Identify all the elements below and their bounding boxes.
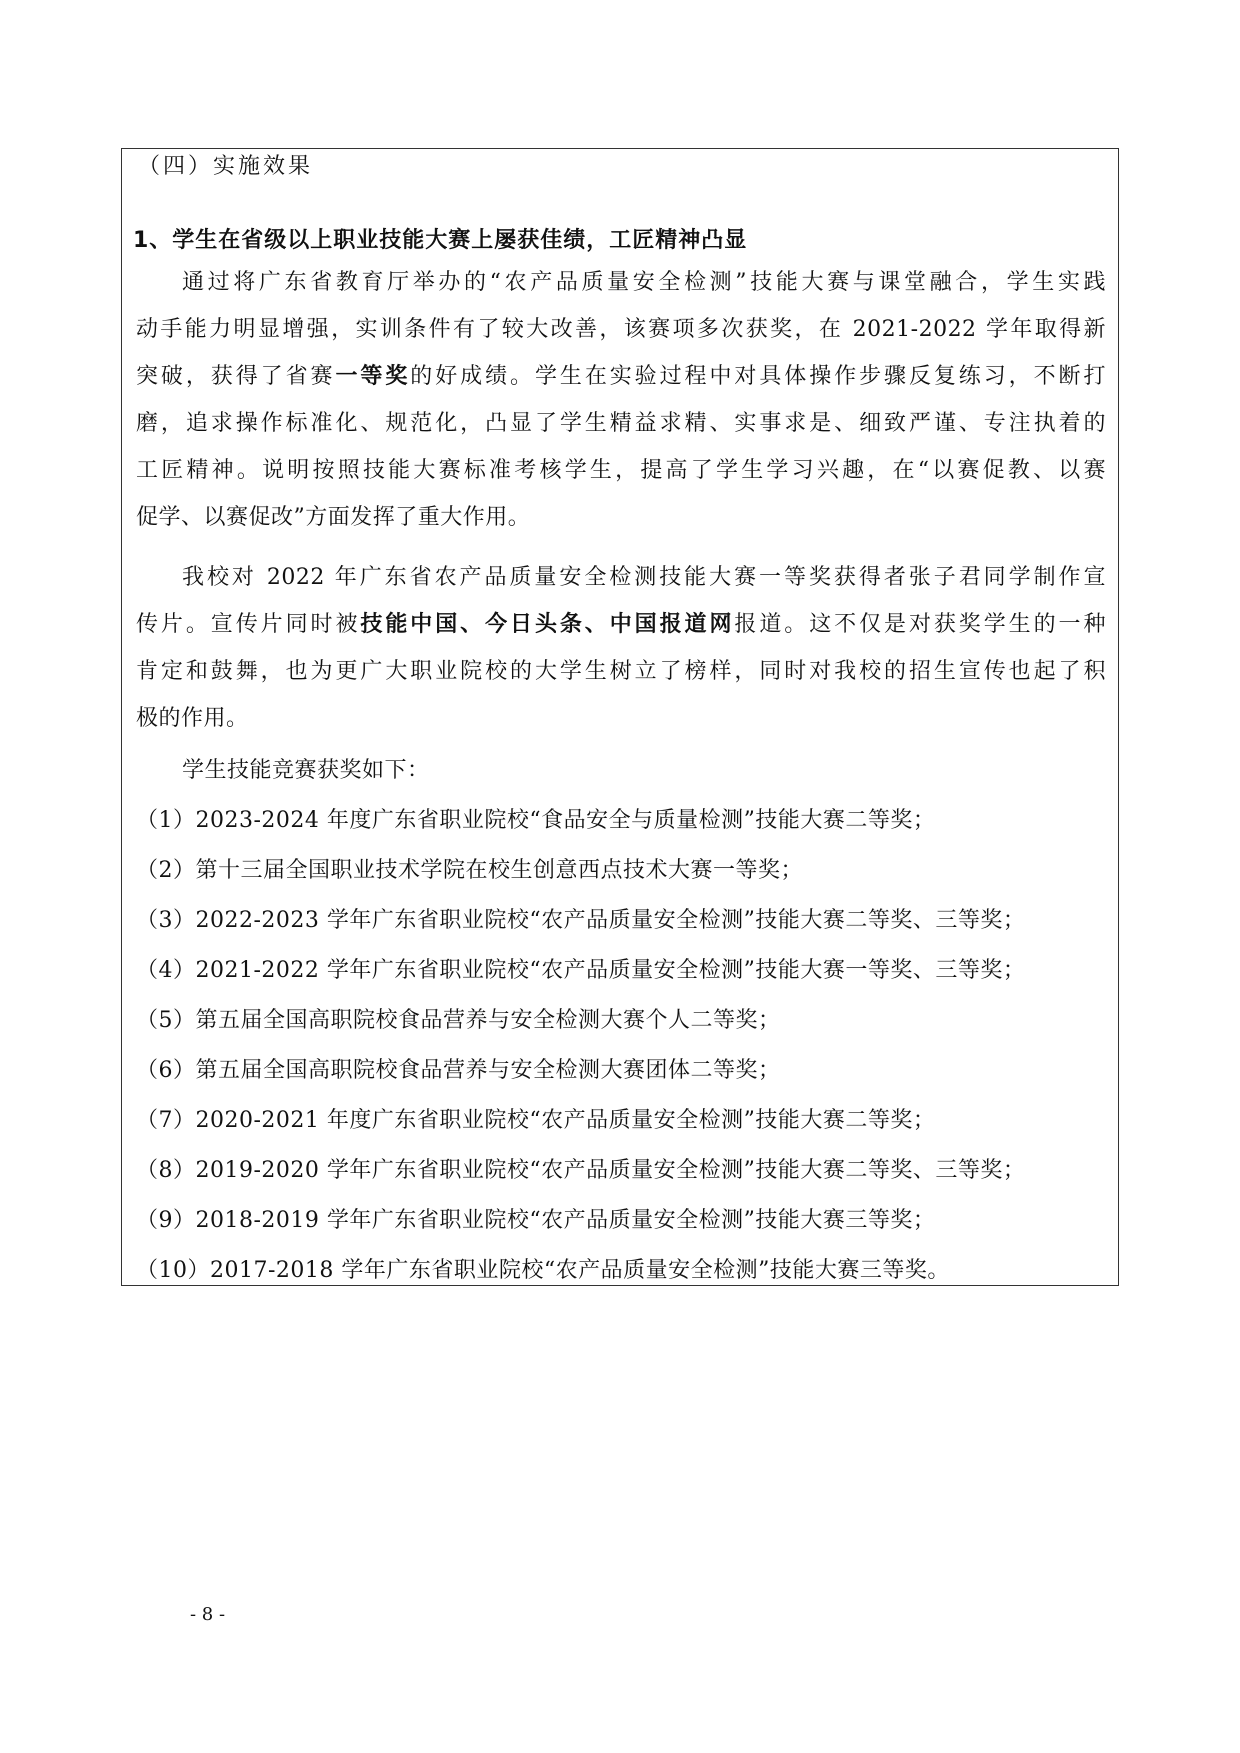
para1-line-5: 工匠精神。说明按照技能大赛标准考核学生，提高了学生学习兴趣，在“以赛促教、以赛 (136, 458, 1106, 483)
para2-line-1: 我校对 2022 年广东省农产品质量安全检测技能大赛一等奖获得者张子君同学制作宣 (182, 565, 1106, 590)
award-item: （10）2017-2018 学年广东省职业院校“农产品质量安全检测”技能大赛三等奖。 (136, 1258, 950, 1283)
para2-line-2: 传片。宣传片同时被技能中国、今日头条、中国报道网报道。这不仅是对获奖学生的一种 (136, 612, 1106, 637)
award-item: （3）2022-2023 学年广东省职业院校“农产品质量安全检测”技能大赛二等奖、三等奖； (136, 908, 1026, 933)
para2-line-3: 肯定和鼓舞，也为更广大职业院校的大学生树立了榜样，同时对我校的招生宣传也起了积 (136, 659, 1106, 684)
award-item: （2）第十三届全国职业技术学院在校生创意西点技术大赛一等奖； (136, 858, 803, 883)
award-item: （8）2019-2020 学年广东省职业院校“农产品质量安全检测”技能大赛二等奖、三等奖； (136, 1158, 1026, 1183)
para1-line-2: 动手能力明显增强，实训条件有了较大改善，该赛项多次获奖，在 2021-2022 学年取得新 (136, 317, 1106, 342)
award-item: （9）2018-2019 学年广东省职业院校“农产品质量安全检测”技能大赛三等奖； (136, 1208, 936, 1233)
awards-intro: 学生技能竞赛获奖如下： (182, 758, 430, 783)
award-item: （7）2020-2021 年度广东省职业院校“农产品质量安全检测”技能大赛二等奖； (136, 1108, 936, 1133)
para1-line-6: 促学、以赛促改”方面发挥了重大作用。 (136, 505, 531, 530)
award-item: （5）第五届全国高职院校食品营养与安全检测大赛个人二等奖； (136, 1008, 781, 1033)
award-item: （1）2023-2024 年度广东省职业院校“食品安全与质量检测”技能大赛二等奖； (136, 808, 936, 833)
para2-line-4: 极的作用。 (136, 706, 249, 731)
para1-line-1: 通过将广东省教育厅举办的“农产品质量安全检测”技能大赛与课堂融合，学生实践 (182, 270, 1106, 295)
bold-media-outlets: 技能中国、今日头条、中国报道网 (360, 612, 735, 637)
page-number: - 8 - (190, 1604, 226, 1625)
award-item: （4）2021-2022 学年广东省职业院校“农产品质量安全检测”技能大赛一等奖、三等奖； (136, 958, 1026, 983)
para1-line-3: 突破，获得了省赛一等奖的好成绩。学生在实验过程中对具体操作步骤反复练习，不断打 (136, 364, 1106, 389)
heading-1: 1、学生在省级以上职业技能大赛上屡获佳绩，工匠精神凸显 (133, 228, 748, 253)
para1-line-4: 磨，追求操作标准化、规范化，凸显了学生精益求精、实事求是、细致严谨、专注执着的 (136, 411, 1106, 436)
award-item: （6）第五届全国高职院校食品营养与安全检测大赛团体二等奖； (136, 1058, 781, 1083)
bold-first-prize: 一等奖 (335, 364, 411, 389)
section-title: （四）实施效果 (138, 154, 314, 179)
